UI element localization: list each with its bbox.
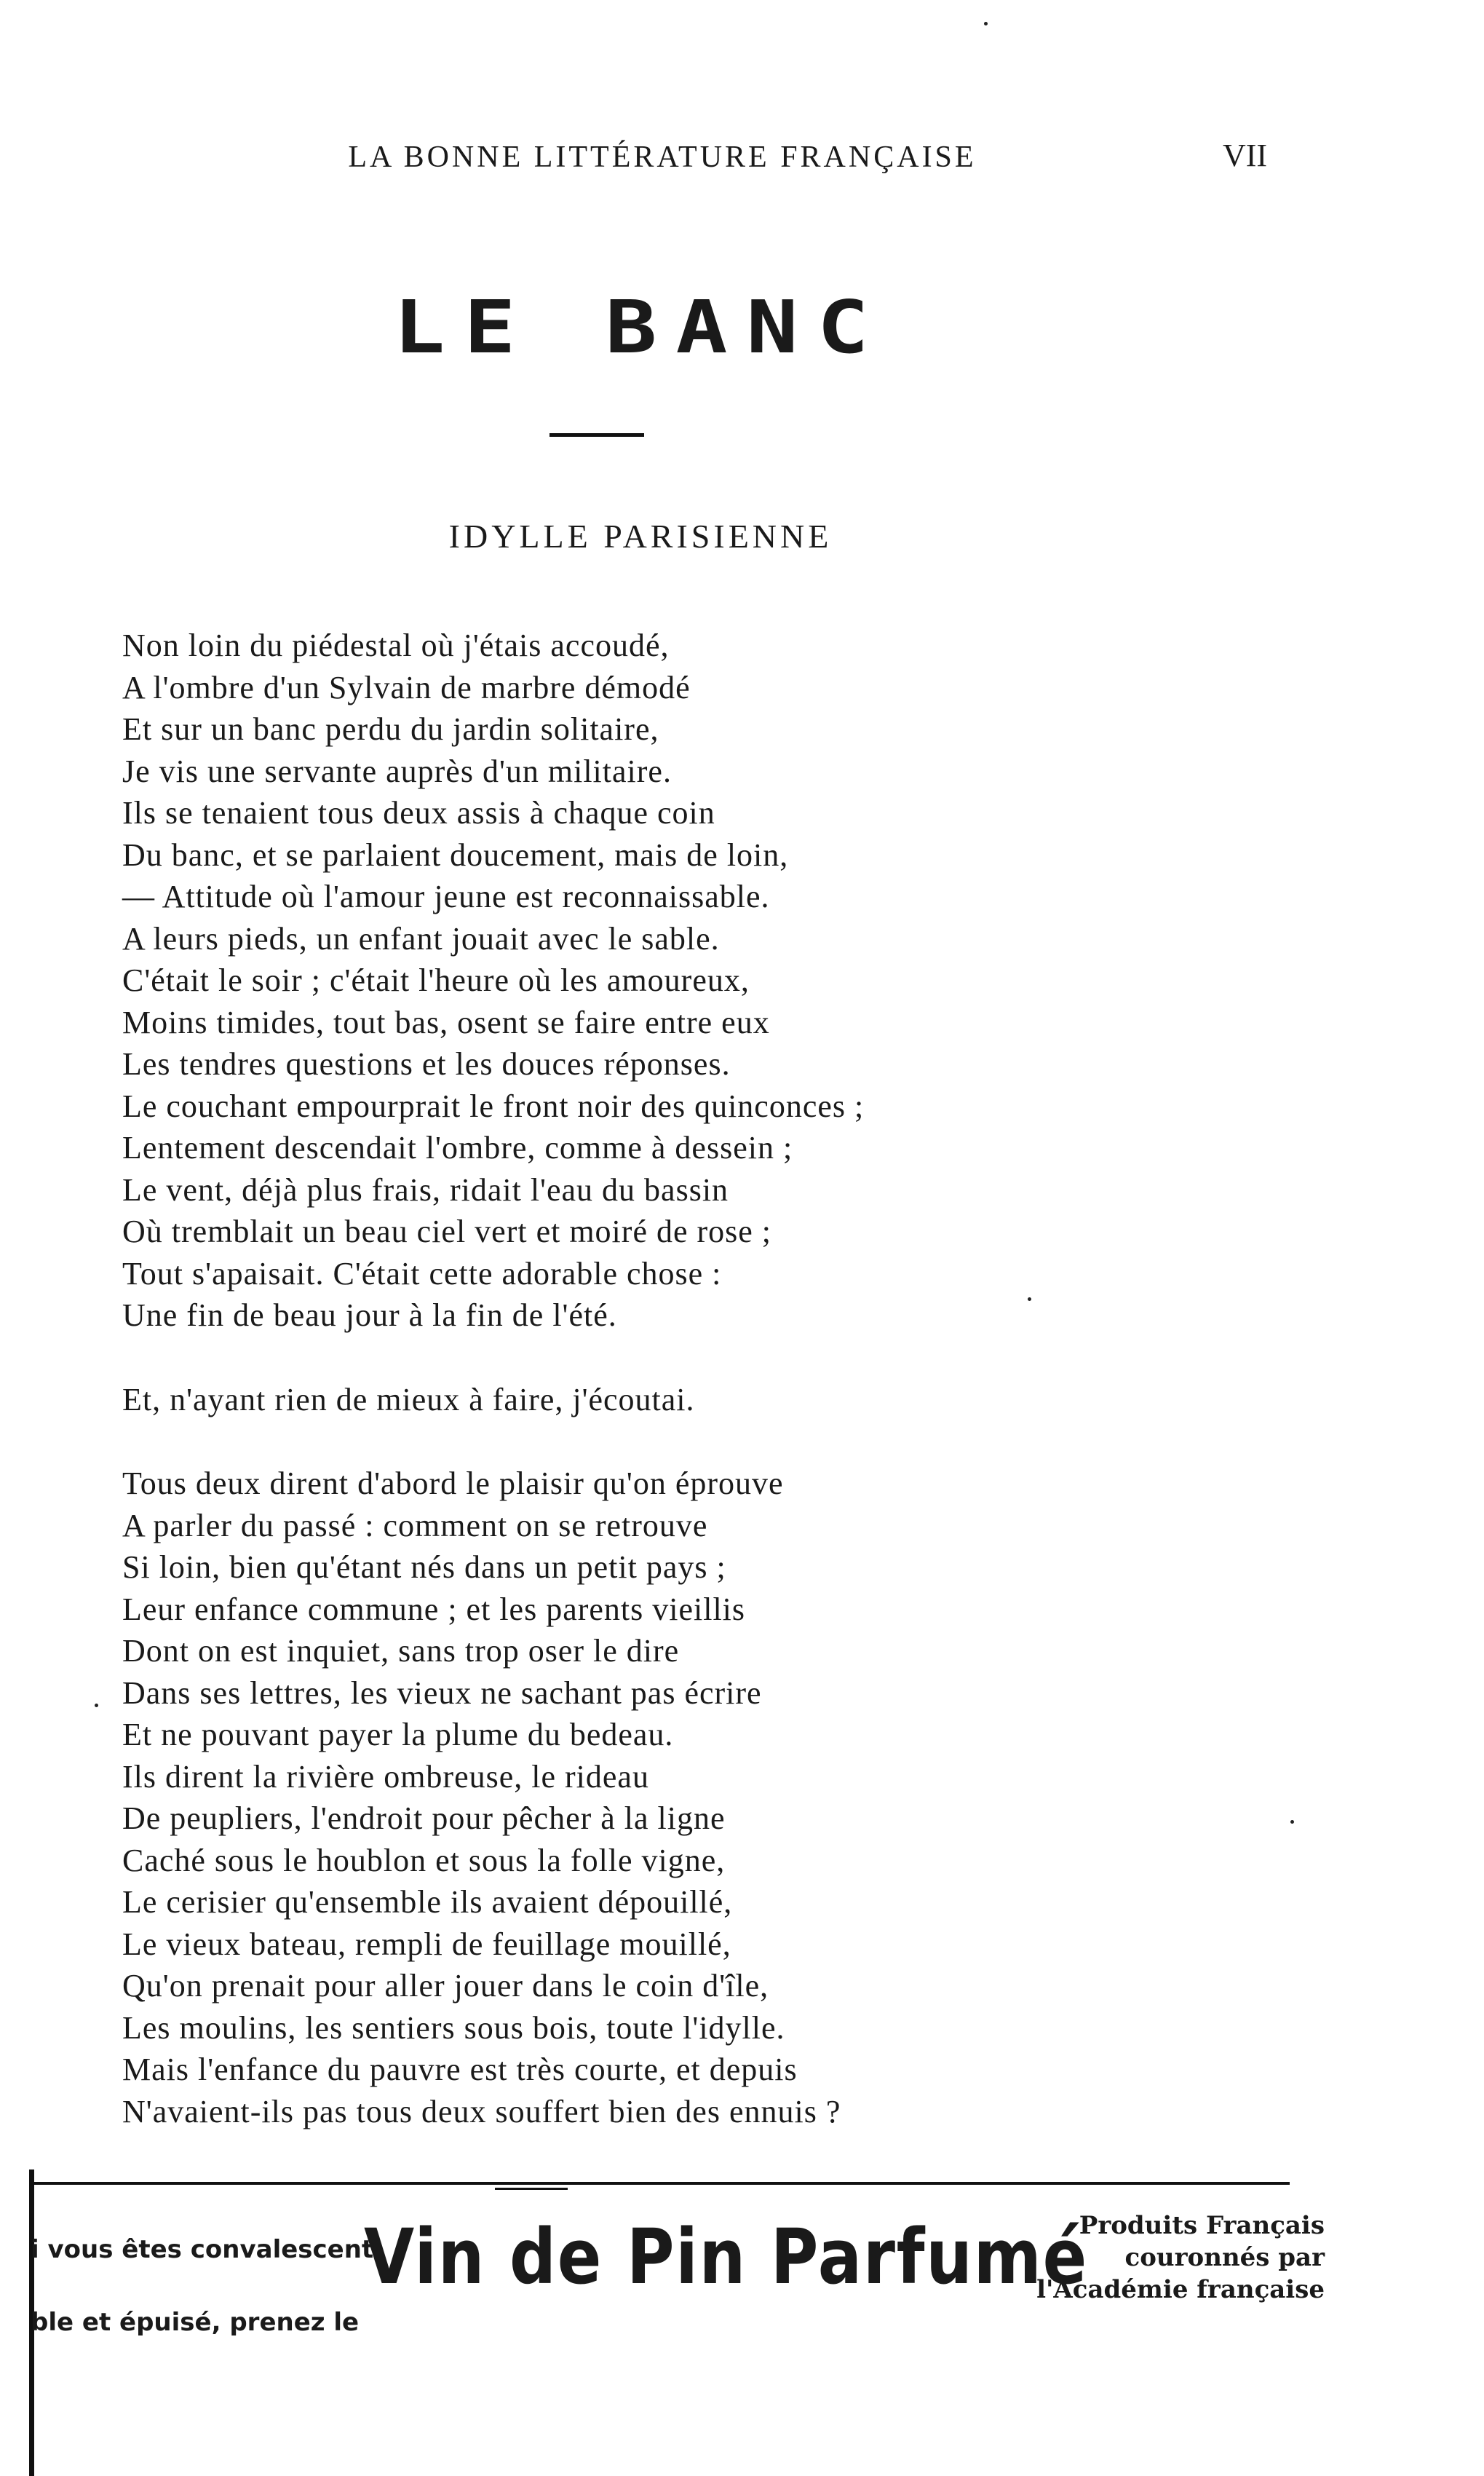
- verse-line: N'avaient-ils pas tous deux souffert bien des ennuis ?: [122, 2093, 841, 2129]
- verse-line: Moins timides, tout bas, osent se faire entre eux: [122, 1004, 770, 1040]
- print-speck: [1290, 1820, 1294, 1824]
- verse-line: De peupliers, l'endroit pour pêcher à la ligne: [122, 1800, 726, 1836]
- advertisement-divider: [29, 2182, 1290, 2185]
- verse-line: Et sur un banc perdu du jardin solitaire,: [122, 711, 659, 747]
- verse-line: Du banc, et se parlaient doucement, mais de loin,: [122, 836, 789, 873]
- verse-line: Où tremblait un beau ciel vert et moiré de rose ;: [122, 1214, 772, 1249]
- verse-line: Qu'on prenait pour aller jouer dans le coin d'île,: [122, 1968, 769, 2004]
- verse-line: Une fin de beau jour à la fin de l'été.: [122, 1297, 617, 1333]
- verse-line: Le cerisier qu'ensemble ils avaient dépouillé,: [122, 1884, 733, 1920]
- advertisement-right-text: [1019, 2210, 1325, 2306]
- advertisement-left-line: i vous êtes convalescent,: [31, 2235, 384, 2264]
- print-speck: [95, 1704, 98, 1707]
- verse-line: Caché sous le houblon et sous la folle vigne,: [122, 1842, 726, 1878]
- print-speck: [984, 22, 988, 25]
- verse-line: Mais l'enfance du pauvre est très courte, et depuis: [122, 2052, 798, 2087]
- advertisement-left-line: ble et épuisé, prenez le: [31, 2308, 360, 2337]
- verse-line: Je vis une servante auprès d'un militaire.: [122, 753, 672, 789]
- stanza: [122, 625, 1156, 1337]
- verse-line: Non loin du piédestal où j'étais accoudé,: [122, 628, 670, 663]
- verse-line: Et ne pouvant payer la plume du bedeau.: [122, 1717, 674, 1752]
- advertisement-right-line: l'Académie française: [1036, 2275, 1325, 2304]
- verse-line: — Attitude où l'amour jeune est reconnaissable.: [122, 879, 770, 914]
- title-divider: [549, 433, 644, 437]
- verse-line: Dont on est inquiet, sans trop oser le dire: [122, 1633, 680, 1669]
- verse-line: Lentement descendait l'ombre, comme à dessein ;: [122, 1130, 793, 1166]
- verse-line: Ils dirent la rivière ombreuse, le rideau: [122, 1758, 649, 1795]
- page-number: VII: [1223, 138, 1268, 173]
- verse-line: Ils se tenaient tous deux assis à chaque coin: [122, 795, 715, 831]
- verse-line: Tout s'apaisait. C'était cette adorable chose :: [122, 1255, 722, 1292]
- verse-line: C'était le soir ; c'était l'heure où les amoureux,: [122, 962, 750, 998]
- advertisement-product-name: Vin de Pin Parfumé: [364, 2212, 1088, 2301]
- verse-line: Leur enfance commune ; et les parents vieillis: [122, 1591, 746, 1627]
- poem-body: [122, 625, 1156, 2132]
- verse-line: Le couchant empourprait le front noir des quinconces ;: [122, 1088, 865, 1124]
- verse-line: Et, n'ayant rien de mieux à faire, j'écoutai.: [122, 1381, 695, 1417]
- stanza: [122, 1379, 1156, 1421]
- verse-line: A l'ombre d'un Sylvain de marbre démodé: [122, 669, 691, 705]
- poem-subtitle: IDYLLE PARISIENNE: [448, 518, 833, 555]
- verse-line: Les moulins, les sentiers sous bois, toute l'idylle.: [122, 2009, 785, 2046]
- verse-line: Dans ses lettres, les vieux ne sachant pas écrire: [122, 1674, 762, 1711]
- poem-title: LE BANC: [393, 284, 888, 370]
- running-head: LA BONNE LITTÉRATURE FRANÇAISE: [348, 141, 977, 174]
- advertisement-divider-dash: [495, 2188, 568, 2190]
- advertisement-left-text: [31, 2213, 383, 2359]
- advertisement-right-line: couronnés par: [1124, 2243, 1325, 2272]
- stanza: [122, 1463, 1156, 2132]
- advertisement-right-line: Produits Français: [1079, 2211, 1325, 2240]
- verse-line: Le vent, déjà plus frais, ridait l'eau du bassin: [122, 1171, 729, 1208]
- verse-line: Le vieux bateau, rempli de feuillage mouillé,: [122, 1926, 731, 1962]
- verse-line: Les tendres questions et les douces réponses.: [122, 1046, 731, 1082]
- verse-line: A leurs pieds, un enfant jouait avec le sable.: [122, 920, 720, 957]
- verse-line: A parler du passé : comment on se retrouve: [122, 1507, 708, 1543]
- verse-line: Si loin, bien qu'étant nés dans un petit pays ;: [122, 1549, 726, 1585]
- verse-line: Tous deux dirent d'abord le plaisir qu'on éprouve: [122, 1466, 784, 1501]
